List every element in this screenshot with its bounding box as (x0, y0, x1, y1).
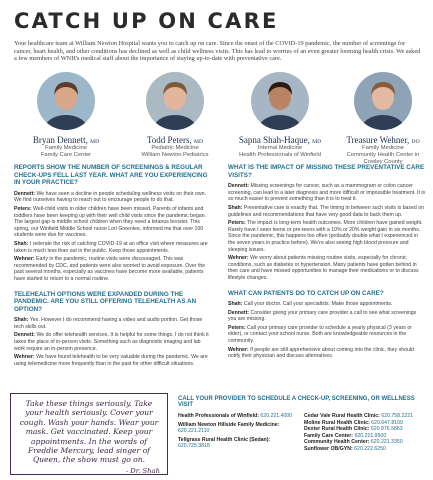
provider-card (123, 70, 227, 159)
clinic-phone[interactable]: 620.222.6250 (354, 445, 386, 452)
left-column (14, 164, 212, 369)
clinic-entry (178, 422, 300, 435)
answer-paragraph (228, 310, 426, 323)
answer-text: Missing screenings for cancer, such as a mammogram or colon cancer screening, can lead to a later diagnosis and more difficult or impossible treatment. It is so much easier to prevent something than it is to treat it. (228, 183, 426, 203)
speaker-name: Wehner: (14, 256, 35, 263)
answer-text: If people are still apprehensive about coming into the clinic, they should notify their physician and discuss alternatives. (228, 346, 414, 360)
clinic-name: Moline Rural Health Clinic: (304, 419, 370, 426)
speaker-name: Wehner: (14, 354, 35, 361)
clinic-phone[interactable]: 620.758.2221 (381, 413, 414, 419)
answer-paragraph (14, 241, 212, 254)
quote-signature: - Dr. Shah (125, 466, 160, 475)
answer-paragraph (14, 354, 212, 367)
clinic-phone[interactable]: 620.725.3818 (178, 443, 210, 449)
speaker-name: Dennett: (14, 332, 36, 339)
speaker-name: Wehner: (228, 346, 249, 353)
answer-text: Call your doctor. Call your specialists. Make those appointments. (242, 301, 393, 308)
provider-card (228, 70, 332, 159)
call-to-action (178, 396, 424, 473)
answer-paragraph (14, 317, 212, 330)
clinic-phone[interactable]: 620.647.8109 (371, 419, 403, 426)
answer-list (228, 183, 426, 281)
speaker-name: Dennett: (14, 190, 36, 197)
provider-card (14, 70, 118, 159)
answer-text: Early in the pandemic, routine visits were discouraged. This was recommended by CDC, and patients were also worried to avoid exposure. Over the past several months, especially as vaccines have become more available, patients have started to return to a normal routine. (14, 256, 206, 282)
provider-role: Cowley County (363, 159, 403, 165)
speaker-name: Shah: (14, 317, 29, 324)
answer-paragraph (14, 191, 212, 204)
provider-role: Health Professionals of Winfield (239, 152, 321, 158)
question-heading: REPORTS SHOW THE NUMBER OF SCREENINGS & REGULAR CHECK-UPS FELL LAST YEAR. WHAT ARE YOU EXPERIENCING IN YOUR PRACTICE? (14, 164, 208, 187)
answer-list (14, 317, 212, 367)
answer-text: I reiterate the risk of catching COVID-19 at an office visit where measures are taken is much less than out in the public. Keep those appointments. (14, 240, 208, 254)
answer-paragraph (228, 183, 426, 203)
clinic-phone[interactable]: 620.221.4000 (260, 413, 293, 419)
answer-paragraph (14, 206, 212, 239)
provider-role: Pediatric Medicine (151, 145, 199, 151)
answer-text: We do offer telehealth services. It is helpful for some things. I do not think it takes the place of in-person visits. Something such as diagnostic imaging and lab work require an in-person presence. (14, 332, 209, 352)
question-heading: WHAT CAN PATIENTS DO TO CATCH UP ON CARE? (228, 289, 384, 297)
clinic-name: Health Professionals of Winfield: (178, 413, 259, 419)
answer-paragraph (228, 255, 426, 281)
quote-text: Take these things seriously. Take your health seriously. Cover your cough. Wash your hands. Wear your mask. Get vaccinated. Keep your appointments. In the words of Freddie Mercury, lead singer of Queen, the show must go on. (19, 399, 159, 465)
portrait-photo (146, 72, 204, 130)
page-title: CATCH UP ON CARE (14, 9, 279, 33)
pull-quote (10, 393, 168, 475)
provider-role: Family Care Center (40, 152, 92, 158)
clinic-name: William Newton Hillside Family Medicine: (178, 421, 280, 428)
speaker-name: Dennett: (228, 183, 250, 190)
clinic-entry (178, 437, 300, 450)
speaker-name: Shah: (228, 204, 243, 211)
answer-text: Consider giving your primary care provider a call to see what screenings you are missing. (228, 309, 417, 323)
clinic-entry (304, 446, 428, 453)
right-column (228, 164, 426, 362)
answer-text: Preventative care is exactly that. The timing in between such visits is based on guidelines and recommendations that have very good data to back them up. (228, 204, 424, 218)
answer-list (228, 301, 426, 360)
clinic-phone[interactable]: 620.221.2110 (178, 428, 210, 434)
portrait-photo (354, 72, 412, 130)
clinic-name: Family Care Center: (304, 432, 354, 439)
clinic-name: Dexter Rural Health Clinic: (304, 426, 370, 432)
answer-text: The impact is long-term health outcomes. More children have gained weight. Rarely have I seen teens or pre-teens with a 10% or 20% weight gain in six months. Since the pandemic, this happens too often (probably double what I experienced in the seven years in practice before). We're also seeing high blood pressure and sleeping issues. (228, 220, 423, 253)
answer-paragraph (228, 220, 426, 253)
answer-paragraph (14, 332, 212, 352)
speaker-name: Peters: (228, 220, 246, 227)
provider-role: Internal Medicine (257, 145, 303, 151)
portrait-photo (37, 72, 95, 130)
answer-paragraph (228, 205, 426, 218)
answer-text: We have seen a decline in people scheduling wellness visits on their own. We find ourselves having to reach out to encourage people to do that. (14, 190, 206, 204)
provider-portraits (0, 70, 433, 165)
question-heading: WHAT IS THE IMPACT OF MISSING THESE PREVENTATIVE CARE VISITS? (228, 164, 425, 179)
intro-paragraph: Your healthcare team at William Newton Hospital wants you to catch up on care. Since the onset of the COVID-19 pandemic, the number of screenings for cancer, heart health, and other conditions has declined as well as child wellness visits. This has lead to worries of an even greater looming health crisis. We asked a few members of WNH's medical staff about the importance of staying up-to-date with preventative care. (14, 40, 421, 63)
speaker-name: Dennett: (228, 309, 250, 316)
provider-name: Treasure Wehner, DO (346, 135, 420, 145)
cta-heading: CALL YOUR PROVIDER TO SCHEDULE A CHECK-UP, SCREENING, OR WELLNESS VISIT (178, 396, 415, 408)
answer-text: Yes. However I do recommend having a video and audio portion. Get those tech skills out. (14, 317, 203, 330)
clinic-list-2 (304, 413, 428, 452)
clinic-entry (178, 413, 300, 420)
clinic-name: Sunflower OB/GYN: (304, 445, 353, 452)
answer-text: We worry about patients missing routine visits, especially for chronic conditions, such as diabetes or hypertension. Many patients have gotten behind in their care and have missed opportunities to manage their medications or to discuss lifestyle changes. (228, 255, 419, 281)
provider-role: Community Health Center in (346, 152, 420, 158)
clinic-name: Community Health Center: (304, 439, 370, 445)
provider-role: William Newton Pediatrics (141, 152, 209, 158)
answer-paragraph (14, 256, 212, 282)
answer-list (14, 191, 212, 283)
speaker-name: Shah: (228, 301, 243, 308)
answer-paragraph (228, 301, 426, 308)
clinic-name: Cedar Vale Rural Health Clinic: (304, 413, 380, 419)
answer-text: Call your primary care provider to schedule a yearly physical (3 years or older), or contact your school nurse. Both are knowledgeable resources in the community. (228, 324, 412, 345)
answer-paragraph (228, 325, 426, 345)
provider-name: Sapna Shah-Haque, MD (238, 135, 322, 145)
clinic-phone[interactable]: 620.876.5863 (370, 426, 403, 432)
clinic-phone[interactable]: 620.221.3350 (370, 439, 403, 445)
answer-paragraph (228, 347, 426, 360)
provider-name: Todd Peters, MD (146, 135, 204, 145)
clinic-phone[interactable]: 620.221.9500 (354, 432, 387, 439)
answer-text: Well-child visits in older children have been missed. Parents of infants and toddlers have been keeping up with their well child visits since the pandemic began. The largest gap is middle school children when they need a tetanus booster. This spring, our Winfield Middle School nurse Lori Greenlee, informed me that over 100 students were due for vaccines. (14, 205, 207, 239)
provider-role: Family Medicine (45, 145, 87, 151)
provider-name: Bryan Dennett, MD (32, 135, 100, 145)
clinic-list-1 (178, 413, 300, 452)
answer-text: We have found telehealth to be very valuable during the pandemic. We are using telemedicine more frequently than in the past for other difficult situations. (14, 354, 208, 367)
clinic-name: Tellgrass Rural Health Clinic (Sedan): (178, 436, 271, 443)
speaker-name: Peters: (14, 205, 32, 212)
portrait-photo (251, 72, 309, 130)
speaker-name: Shah: (14, 240, 29, 247)
speaker-name: Wehner: (228, 255, 249, 262)
provider-role: Family Medicine (362, 145, 404, 151)
question-heading: TELEHEALTH OPTIONS WERE EXPANDED DURING THE PANDEMIC. ARE YOU STILL OFFERING TELEHEALTH AS AN OPTION? (14, 290, 197, 313)
speaker-name: Peters: (228, 324, 246, 331)
provider-card (331, 70, 433, 166)
